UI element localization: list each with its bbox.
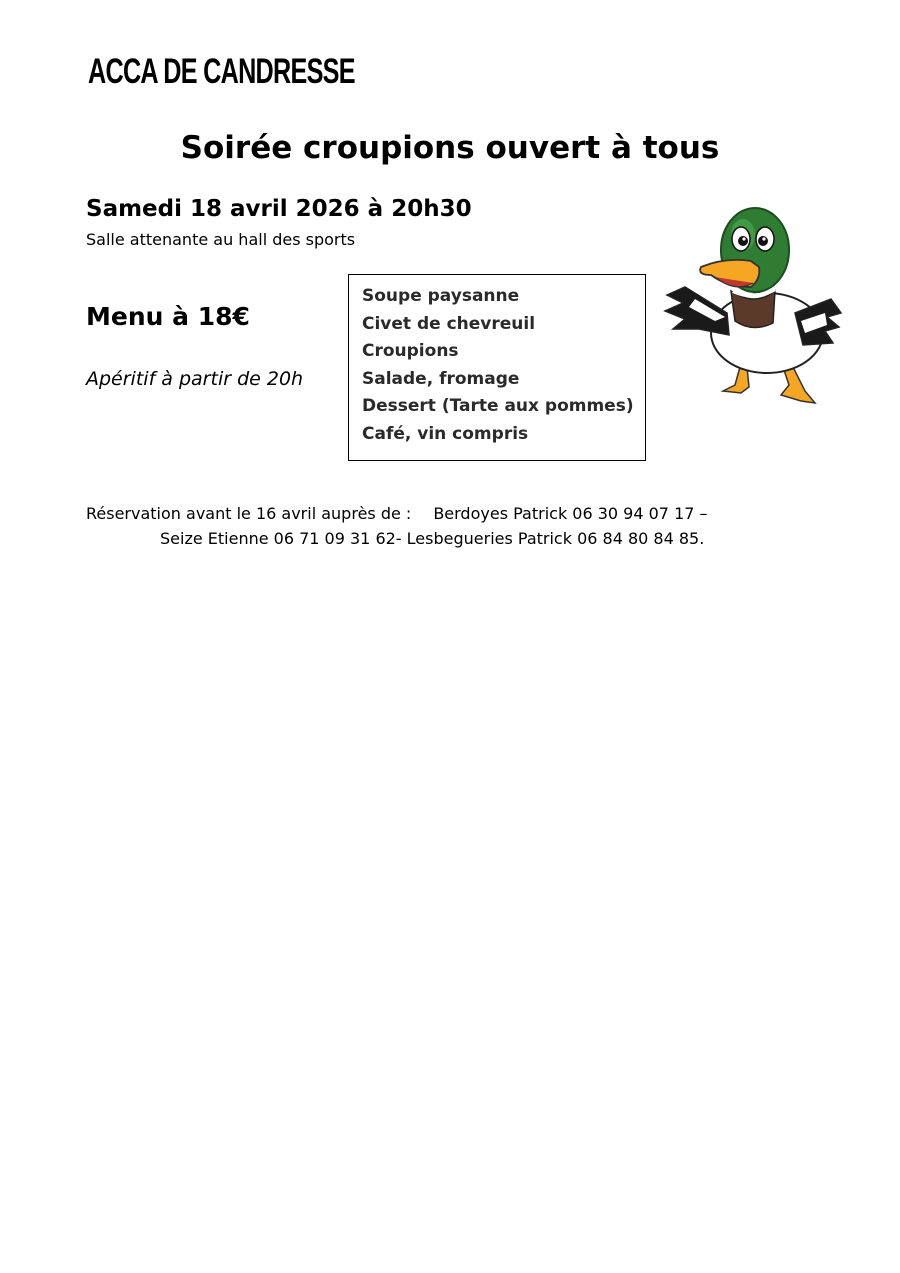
menu-item: Soupe paysanne (362, 286, 520, 306)
org-title: ACCA DE CANDRESSE (88, 52, 355, 91)
reservation-contact-1: Berdoyes Patrick 06 30 94 07 17 – (433, 504, 708, 523)
menu-item: Civet de chevreuil (362, 313, 536, 334)
event-title: Soirée croupions ouvert à tous (180, 130, 720, 166)
menu-list (349, 275, 645, 448)
event-venue: Salle attenante au hall des sports (86, 230, 356, 249)
event-date: Samedi 18 avril 2026 à 20h30 (86, 196, 472, 222)
aperitif-time: Apéritif à partir de 20h (86, 368, 304, 390)
reservation-contact-2: Seize Etienne 06 71 09 31 62- Lesbegueries Patrick 06 84 80 84 85. (160, 529, 705, 548)
duck-illustration-icon (655, 195, 855, 410)
reservation-intro: Réservation avant le 16 avril auprès de : (86, 504, 412, 523)
menu-box (348, 274, 646, 461)
menu-item: Salade, fromage (362, 368, 520, 389)
menu-item: Dessert (Tarte aux pommes) (362, 396, 634, 416)
menu-item: Café, vin compris (362, 423, 529, 444)
menu-price: Menu à 18€ (86, 302, 250, 331)
menu-item: Croupions (362, 341, 459, 361)
reservation-info (86, 501, 708, 551)
